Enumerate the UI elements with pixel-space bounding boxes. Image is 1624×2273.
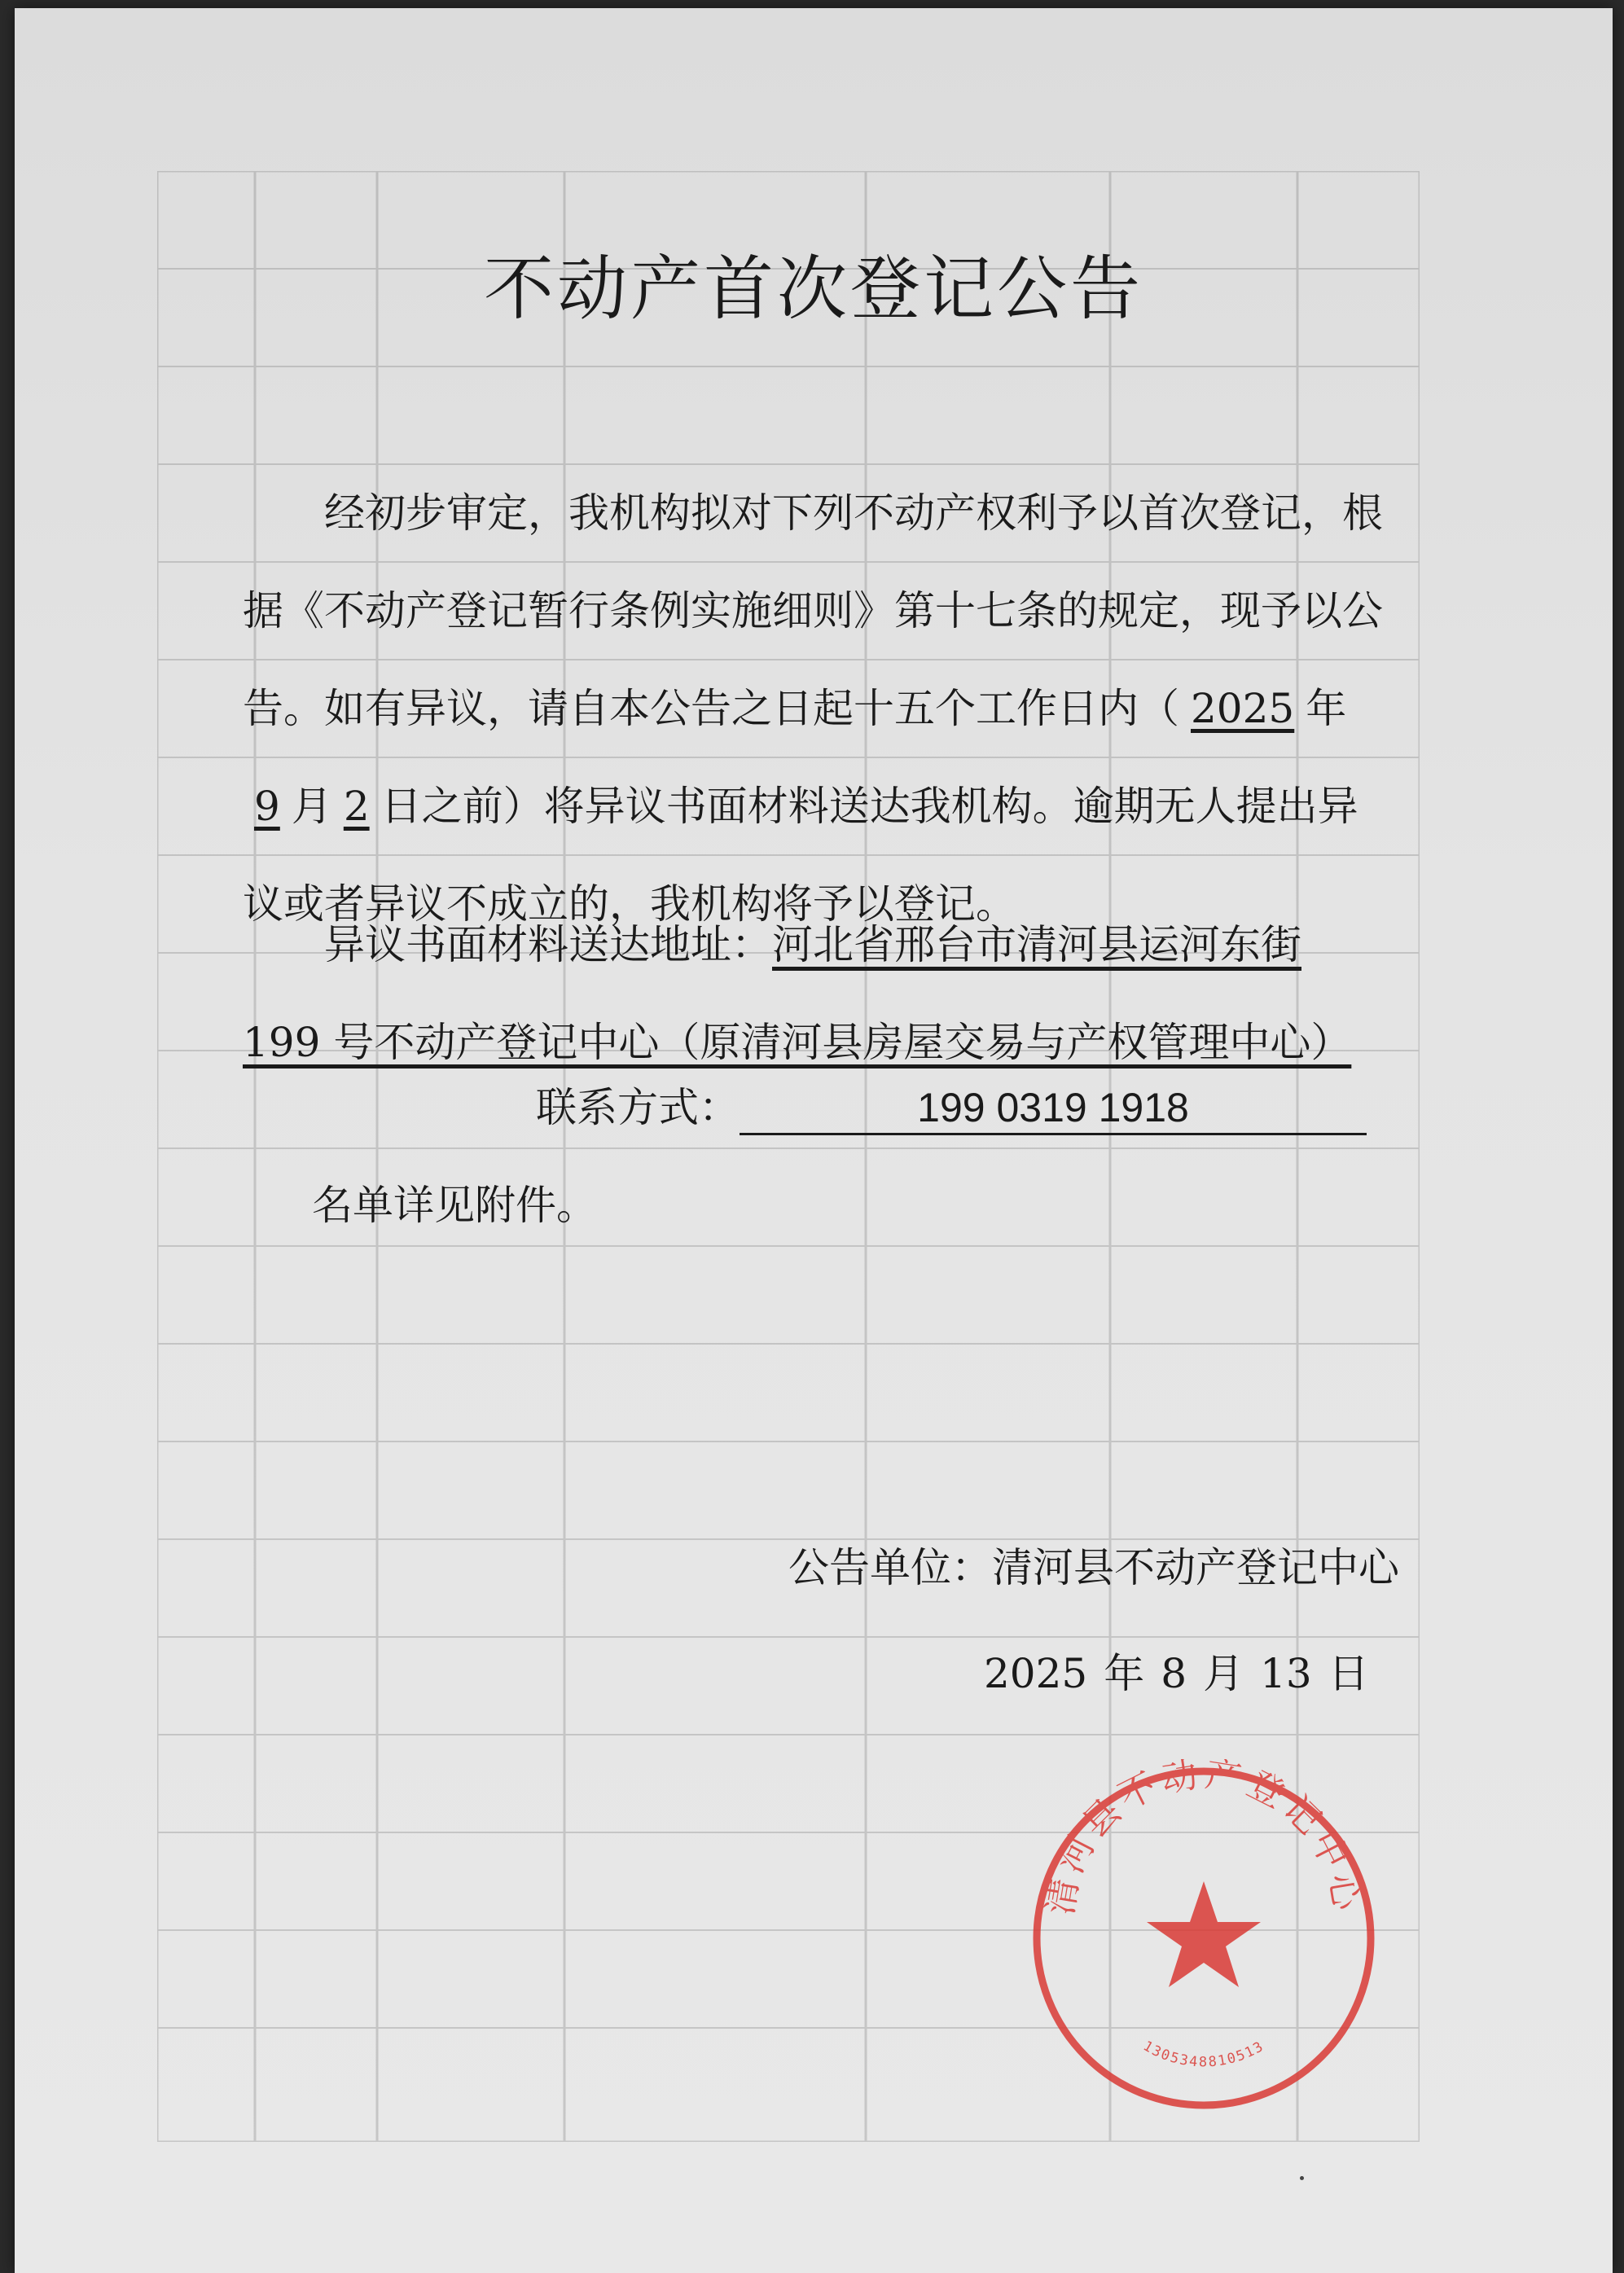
official-seal-icon xyxy=(1025,1759,1383,2117)
body-text-before-date: 经初步审定，我机构拟对下列不动产权利予以首次登记，根据《不动产登记暂行条例实施细则》第十七条的规定，现予以公告。如有异议，请自本公告之日起十五个工作日内（ xyxy=(243,489,1383,732)
deadline-year: 2025 xyxy=(1191,685,1295,732)
contact-label: 联系方式： xyxy=(536,1084,740,1131)
year-label: 年 xyxy=(1306,685,1347,732)
issue-date xyxy=(976,1625,1377,1722)
svg-text:清河县不动产登记中心: 清河县不动产登记中心 xyxy=(1039,1759,1368,1918)
month-label: 月 xyxy=(291,783,332,830)
issuer-name: 清河县不动产登记中心 xyxy=(992,1544,1399,1591)
notice-body-paragraph xyxy=(243,464,1383,953)
issue-month: 8 xyxy=(1161,1650,1187,1697)
issue-year-label: 年 xyxy=(1104,1650,1145,1697)
issue-day-label: 日 xyxy=(1328,1650,1369,1697)
issue-month-label: 月 xyxy=(1203,1650,1244,1697)
document-paper xyxy=(15,8,1613,2273)
issue-day: 13 xyxy=(1260,1650,1312,1697)
paper-speck xyxy=(1300,2176,1304,2180)
notice-title: 不动产首次登记公告 xyxy=(484,248,1143,330)
issuer-line xyxy=(788,1519,1399,1617)
issue-year: 2025 xyxy=(984,1650,1088,1697)
contact-info xyxy=(536,1059,1367,1156)
address-value: 河北省邢台市清河县运河东街 199 号不动产登记中心（原清河县房屋交易与产权管理中心） xyxy=(243,921,1352,1066)
deadline-month: 9 xyxy=(254,783,280,830)
attachment-note: 名单详见附件。 xyxy=(312,1182,597,1229)
body-text-after-date: 日之前）将异议书面材料送达我机构。逾期无人提出异议或者异议不成立的，我机构将予以登记。 xyxy=(243,783,1358,928)
address-label: 异议书面材料送达地址： xyxy=(324,921,772,968)
issuer-label: 公告单位： xyxy=(788,1544,992,1591)
contact-phone: 199 0319 1918 xyxy=(740,1082,1367,1135)
deadline-day: 2 xyxy=(343,783,370,830)
svg-text:1305348810513: 1305348810513 xyxy=(1139,2038,1268,2071)
